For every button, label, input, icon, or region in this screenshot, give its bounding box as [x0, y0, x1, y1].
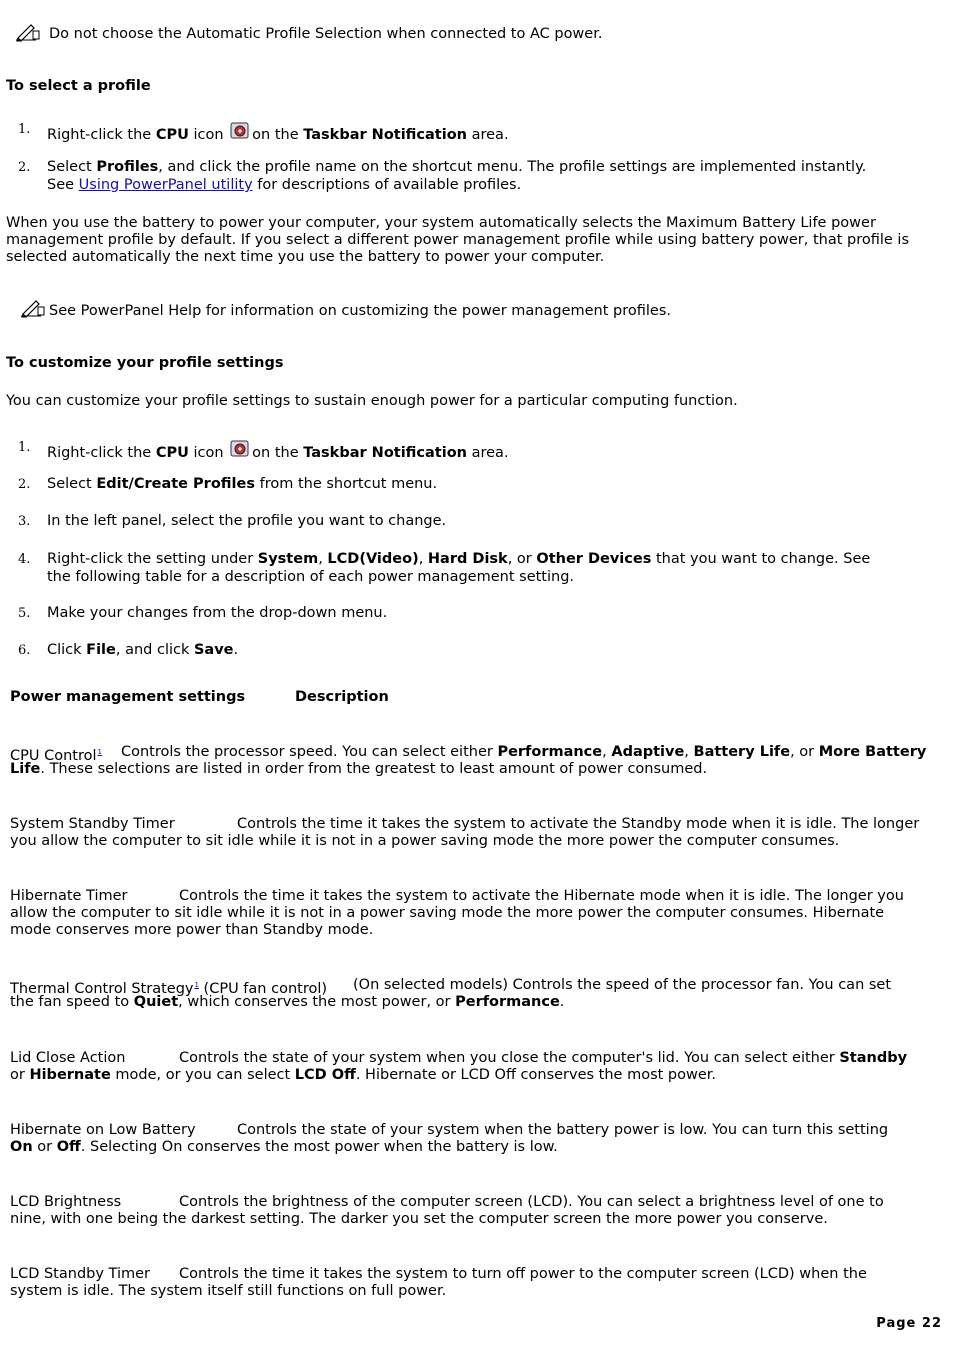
step-text: Right-click the CPU icon on the Taskbar Notification area.	[47, 121, 509, 144]
step-text: In the left panel, select the profile you want to change.	[47, 513, 447, 529]
step-text: Right-click the CPU icon on the Taskbar Notification area.	[47, 439, 509, 462]
page-number: Page 22	[876, 1316, 942, 1331]
powerpanel-utility-link[interactable]: Using PowerPanel utility	[78, 177, 253, 193]
step-text: Select Edit/Create Profiles from the shortcut menu.	[47, 476, 438, 492]
step-text-continued: the following table for a description of each power management setting.	[47, 569, 575, 585]
setting-description: Controls the time it takes the system to activate the Standby mode when it is idle. The longer	[237, 816, 920, 832]
setting-description: Controls the processor speed. You can select either Performance, Adaptive, Battery Life, or More Battery	[121, 744, 927, 760]
step-number: 2.	[18, 477, 31, 492]
setting-name: System Standby Timer	[10, 816, 175, 832]
step-number: 4.	[18, 552, 31, 567]
setting-name: Hibernate Timer	[10, 888, 128, 904]
setting-description: Controls the state of your system when the battery power is low. You can turn this setting	[237, 1122, 889, 1138]
note-text: Do not choose the Automatic Profile Selection when connected to AC power.	[49, 26, 603, 42]
cpu-icon	[230, 121, 250, 141]
setting-name: Thermal Control Strategy$^1$ (CPU fan control)	[10, 981, 328, 997]
setting-description-continued: you allow the computer to sit idle while it is not in a power saving mode the more power the computer consumes.	[10, 833, 840, 849]
setting-name: LCD Standby Timer	[10, 1266, 150, 1282]
step-number: 1.	[18, 440, 31, 455]
setting-description: (On selected models) Controls the speed of the processor fan. You can set	[353, 977, 892, 993]
setting-description-continued: system is idle. The system itself still functions on full power.	[10, 1283, 447, 1299]
section-heading: To customize your profile settings	[6, 355, 284, 371]
setting-name: CPU Control	[10, 748, 97, 764]
setting-name: LCD Brightness	[10, 1194, 122, 1210]
setting-description: Controls the state of your system when you close the computer's lid. You can select either Standby	[179, 1050, 908, 1066]
setting-description: Controls the time it takes the system to turn off power to the computer screen (LCD) when the	[179, 1266, 867, 1282]
setting-description-continued: allow the computer to sit idle while it is not in a power saving mode the more power the computer consumes. Hibernate	[10, 905, 885, 921]
step-number: 2.	[18, 160, 31, 175]
setting-description: Controls the time it takes the system to activate the Hibernate mode when it is idle. The longer you	[179, 888, 904, 904]
setting-description-continued: Life. These selections are listed in order from the greatest to least amount of power consumed.	[10, 761, 708, 777]
step-text: Select Profiles, and click the profile name on the shortcut menu. The profile settings are implemented instantly.	[47, 159, 867, 175]
cpu-icon	[230, 439, 250, 459]
step-number: 1.	[18, 122, 31, 137]
note-pencil-icon	[14, 22, 40, 42]
step-number: 5.	[18, 606, 31, 621]
setting-description: Controls the brightness of the computer screen (LCD). You can select a brightness level of one to	[179, 1194, 884, 1210]
step-text-continued: See Using PowerPanel utility for descriptions of available profiles.	[47, 177, 522, 193]
setting-description-continued: nine, with one being the darkest setting. The darker you set the computer screen the more power you conserve.	[10, 1211, 828, 1227]
step-text: Make your changes from the drop-down menu.	[47, 605, 388, 621]
note-pencil-icon	[19, 298, 45, 318]
customize-intro: You can customize your profile settings to sustain enough power for a particular computing function.	[6, 393, 738, 409]
setting-description-continued: or Hibernate mode, or you can select LCD Off. Hibernate or LCD Off conserves the most power.	[10, 1067, 717, 1083]
setting-description-continued: On or Off. Selecting On conserves the most power when the battery is low.	[10, 1139, 558, 1155]
step-number: 6.	[18, 643, 31, 658]
footnote-link[interactable]: 1	[97, 748, 102, 756]
setting-name: Hibernate on Low Battery	[10, 1122, 196, 1138]
step-number: 3.	[18, 514, 31, 529]
setting-name: Lid Close Action	[10, 1050, 126, 1066]
setting-description-continued: mode conserves more power than Standby mode.	[10, 922, 374, 938]
section-heading: To select a profile	[6, 78, 151, 94]
footnote-link[interactable]: 1	[194, 981, 199, 989]
table-header-settings: Power management settings	[10, 689, 246, 705]
note-text: See PowerPanel Help for information on customizing the power management profiles.	[49, 303, 672, 319]
setting-description-continued: the fan speed to Quiet, which conserves the most power, or Performance.	[10, 994, 565, 1010]
step-text: Click File, and click Save.	[47, 642, 239, 658]
table-header-description: Description	[295, 689, 389, 705]
battery-paragraph: When you use the battery to power your computer, your system automatically selects the Maximum Battery Life power management profile by default. If you select a different power management profile while using battery power, that profile is selected automatically the next time you use the battery to power your computer.	[6, 215, 910, 265]
step-text: Right-click the setting under System, LCD(Video), Hard Disk, or Other Devices that you want to change. See	[47, 551, 871, 567]
